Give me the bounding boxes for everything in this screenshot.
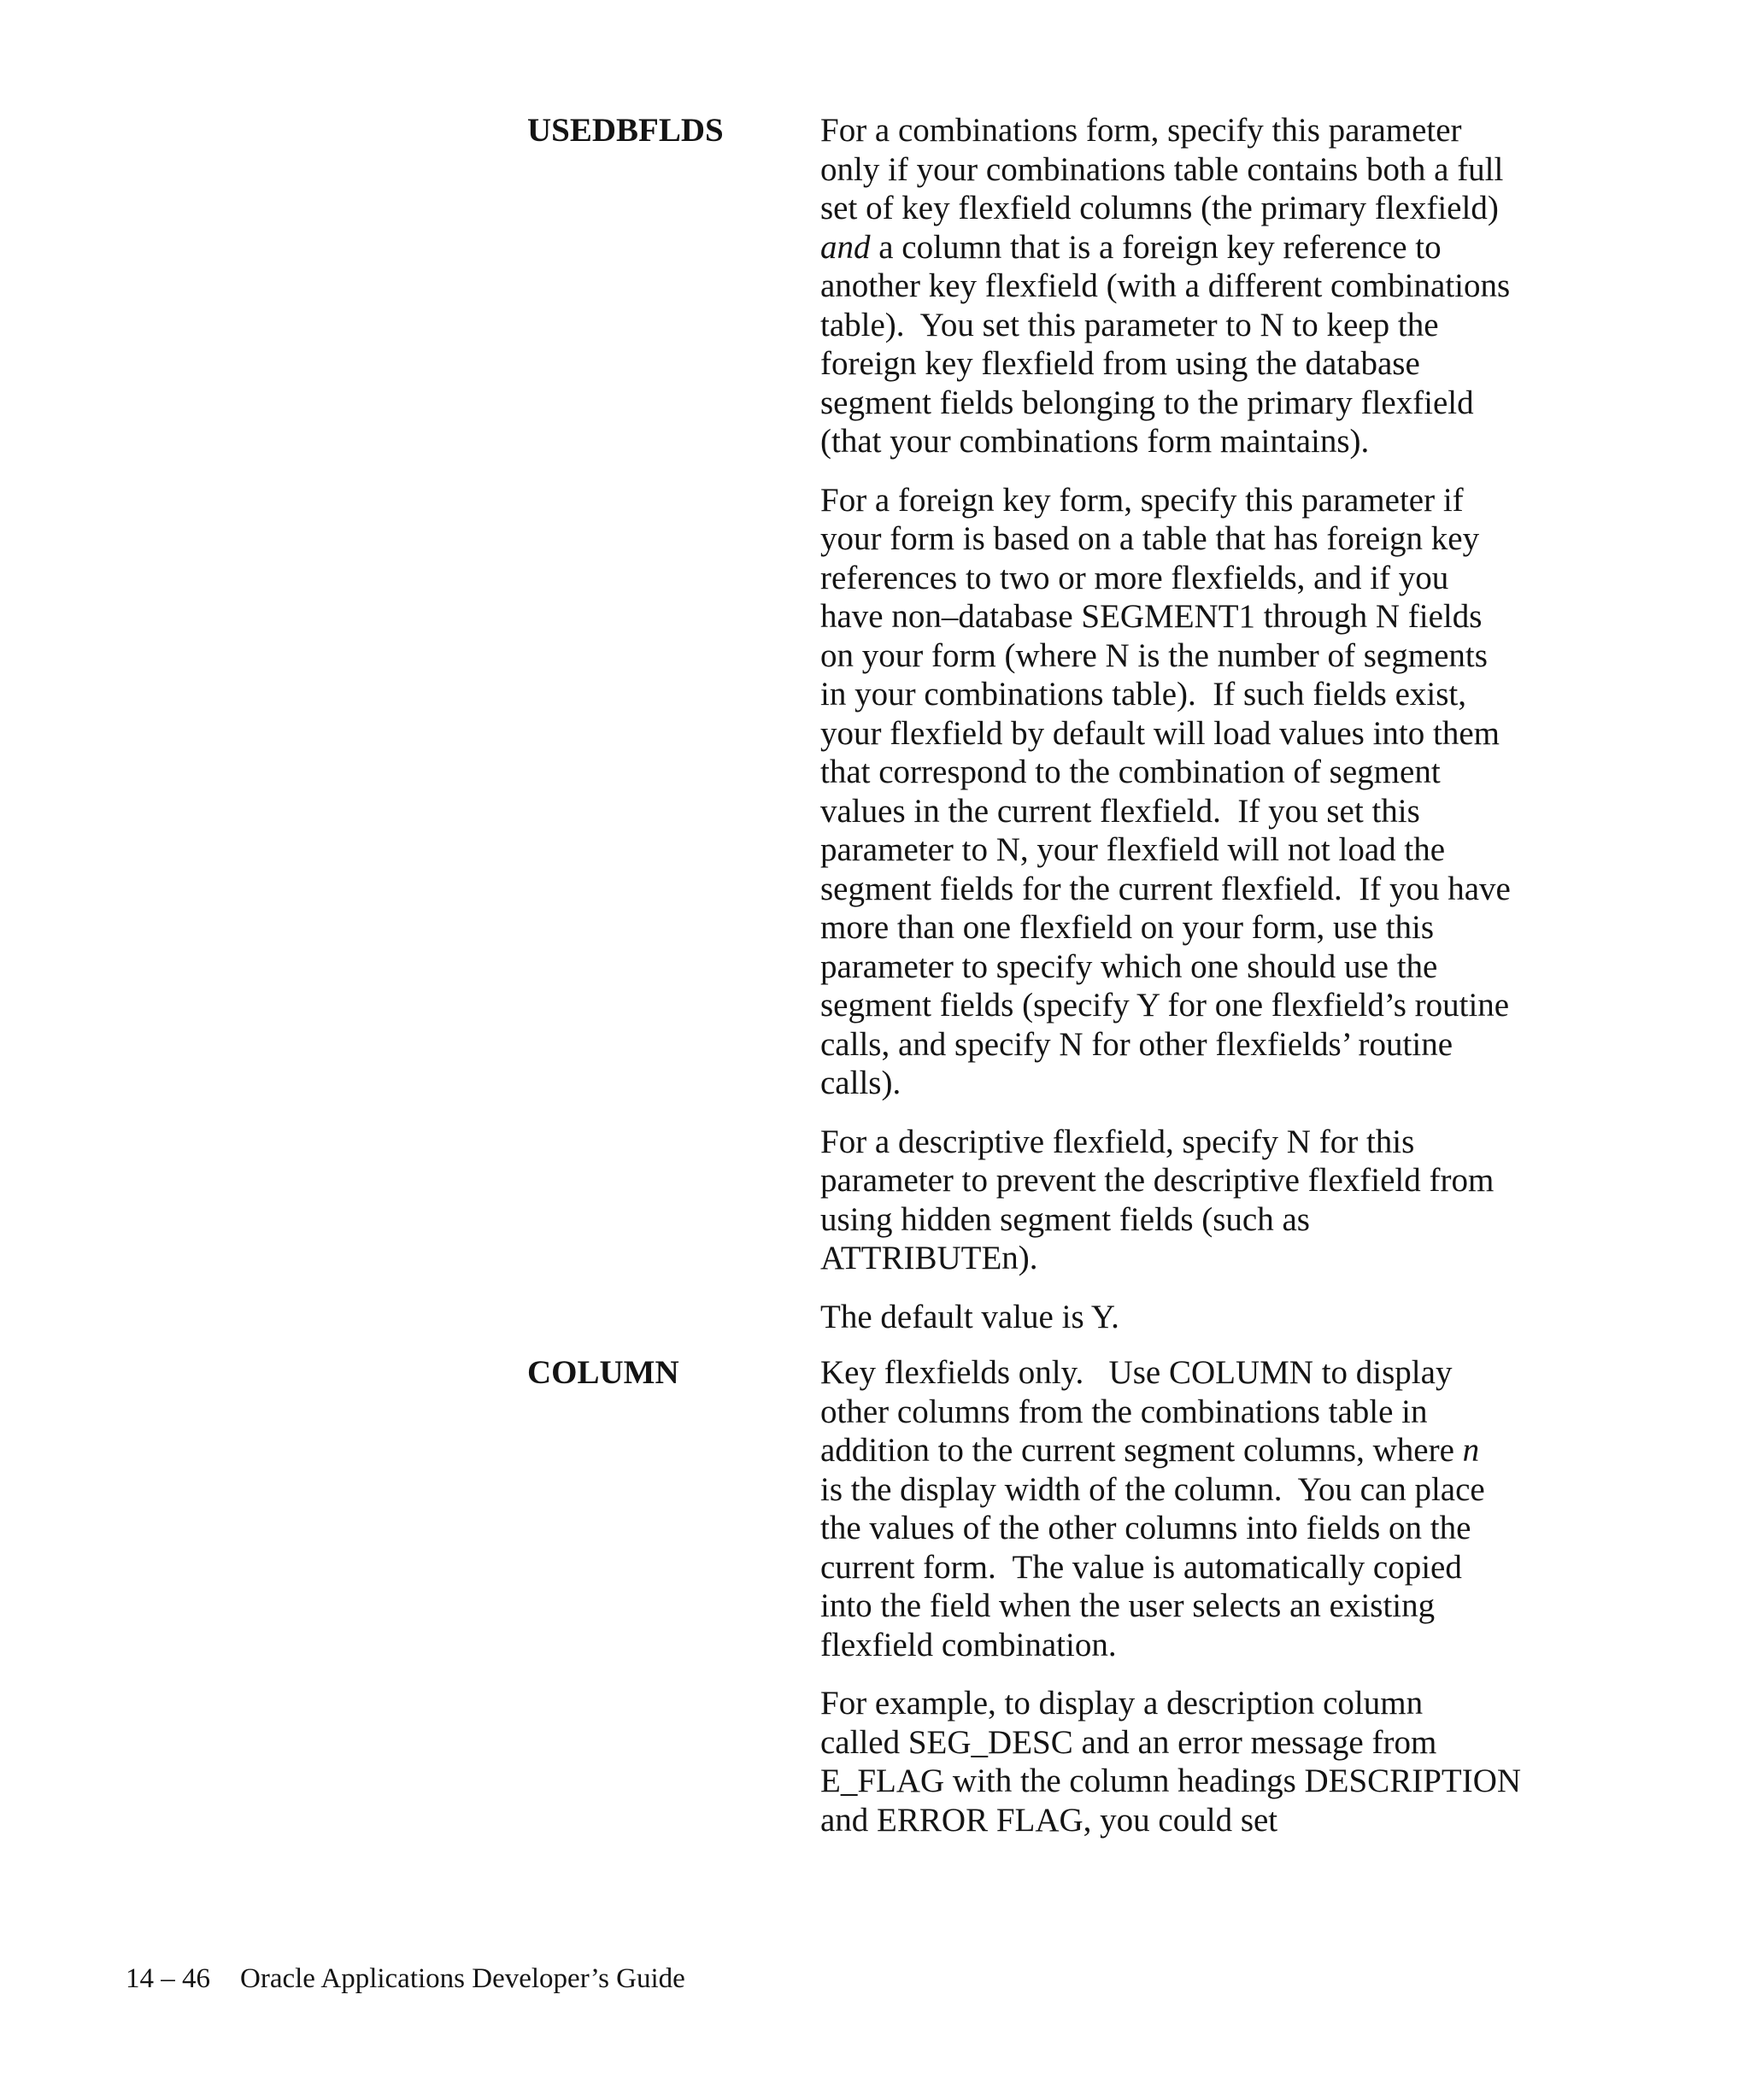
page-footer (126, 1962, 685, 1996)
page-number: 14 – 46 (126, 1963, 210, 1994)
definition-column (820, 1353, 1572, 1839)
term-usedbflds: USEDBFLDS (527, 112, 724, 149)
book-title: Oracle Applications Developer’s Guide (240, 1963, 685, 1994)
paragraph: Key flexfields only. Use COLUMN to display other columns from the combinations table in addition to the current segment columns, where n is the display width of the column. You can place the values of the other columns into fields on the current form. The value is automatically copied into the field when the user selects an existing flexfield combination. (820, 1354, 1485, 1663)
paragraph: For a foreign key form, specify this parameter if your form is based on a table that has foreign key references to two or more flexfields, and if you have non–database SEGMENT1 through N fields on your form (where N is the number of segments in your combinations table). If such fields exist, your flexfield by default will load values into them that correspond to the combination of segment values in the current flexfield. If you set this parameter to N, your flexfield will not load the segment fields for the current flexfield. If you have more than one flexfield on your form, use this parameter to specify which one should use the segment fields (specify Y for one flexfield’s routine calls, and specify N for other flexfields’ routine calls). (820, 481, 1511, 1101)
definition-usedbflds (820, 111, 1572, 1336)
paragraph: For a descriptive flexfield, specify N for this parameter to prevent the descriptive flexfield from using hidden segment fields (such as ATTRIBUTEn). (820, 1123, 1495, 1276)
term-column: COLUMN (527, 1354, 679, 1391)
paragraph: For a combinations form, specify this parameter only if your combinations table contains both a full set of key flexfield columns (the primary flexfield) and a column that is a foreign key reference to another key flexfield (with a different combinations table). You set this parameter to N to keep the foreign key flexfield from using the database segment fields belonging to the primary flexfield (that your combinations form maintains). (820, 112, 1511, 460)
emphasis: n (1462, 1432, 1480, 1469)
emphasis: and (820, 228, 871, 266)
paragraph: The default value is Y. (820, 1298, 1119, 1335)
paragraph: For example, to display a description column called SEG_DESC and an error message from E_FLAG with the column headings DESCRIPTION and ERROR FLAG, you could set (820, 1685, 1522, 1839)
